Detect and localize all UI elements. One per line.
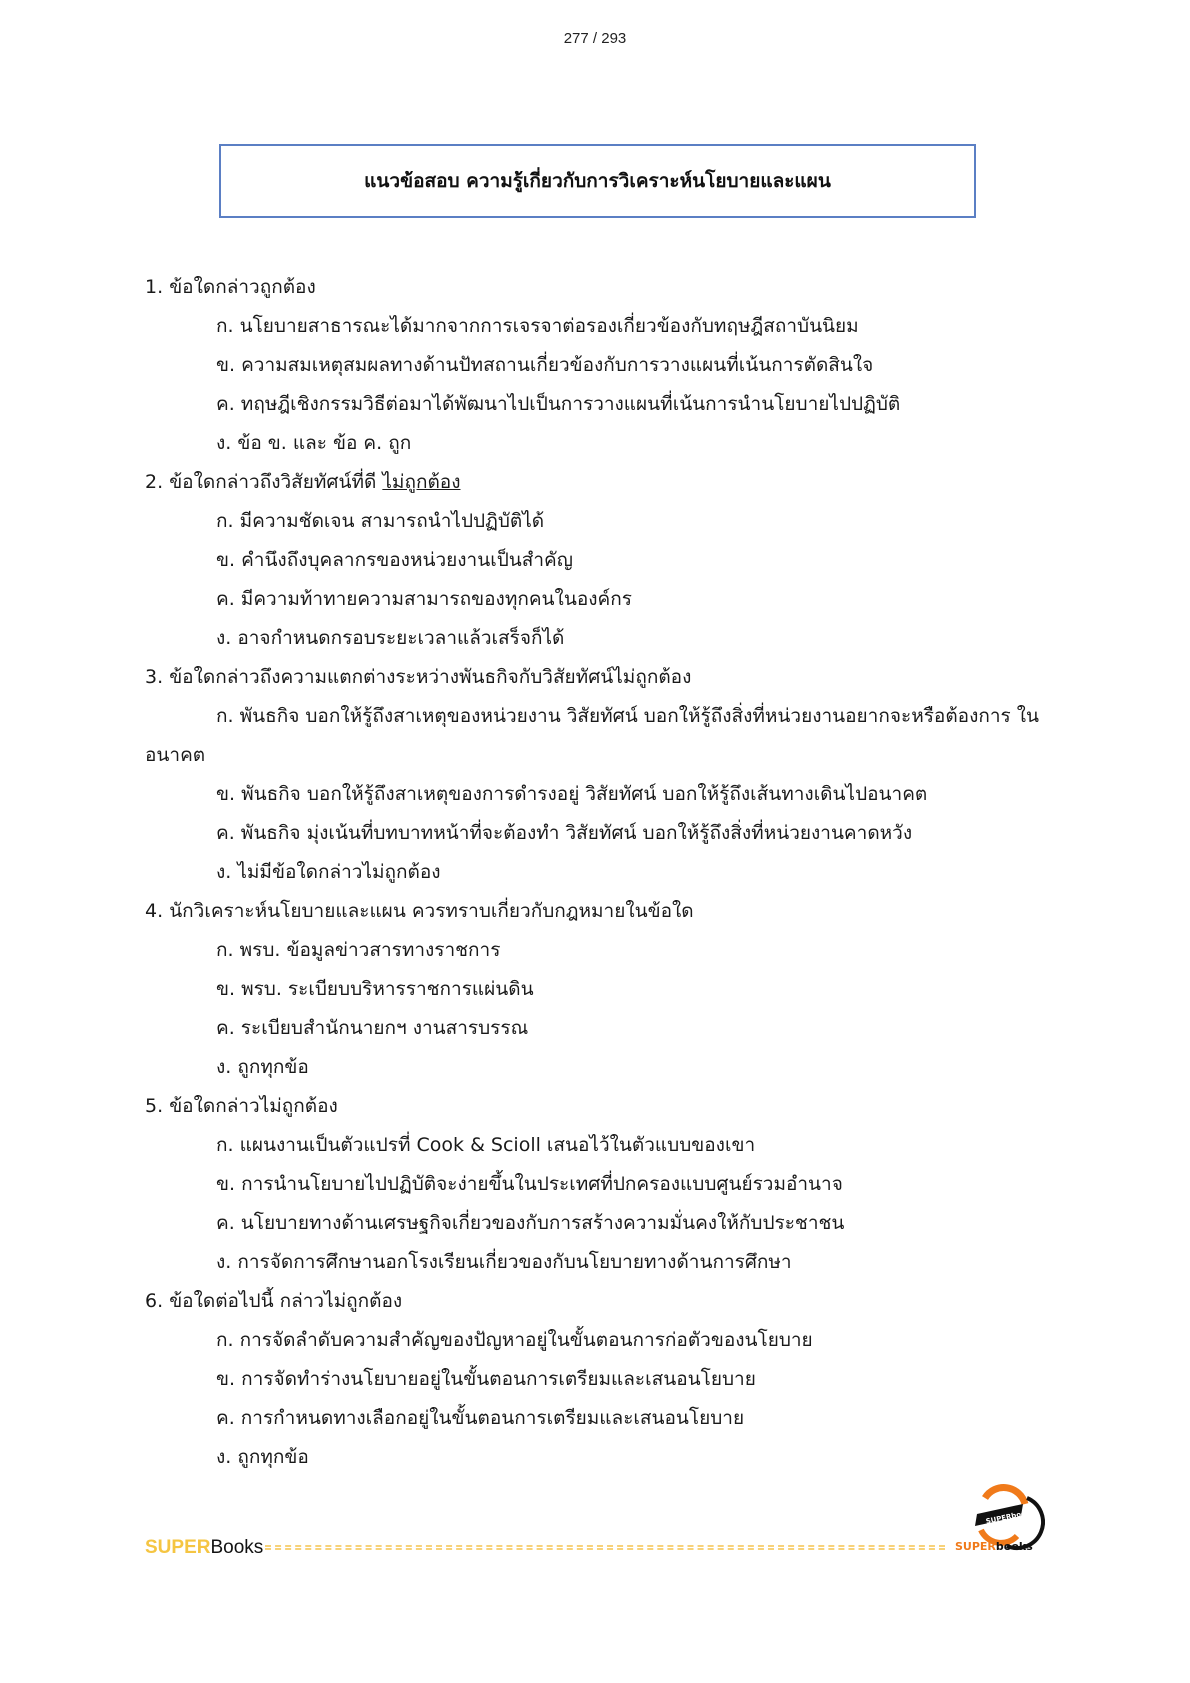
option-3b: ข. พันธกิจ บอกให้รู้ถึงสาเหตุของการดำรงอยู่ วิสัยทัศน์ บอกให้รู้ถึงเส้นทางเดินไปอนาคต <box>216 783 928 805</box>
logo-wordmark: SUPERbooks <box>955 1540 1033 1553</box>
option-2d: ง. อาจกำหนดกรอบระยะเวลาแล้วเสร็จก็ได้ <box>216 627 565 649</box>
option-5b: ข. การนำนโยบายไปปฏิบัติจะง่ายขึ้นในประเทศที่ปกครองแบบศูนย์รวมอำนาจ <box>216 1173 843 1195</box>
question-4: 4. นักวิเคราะห์นโยบายและแผน ควรทราบเกี่ยวกับกฎหมายในข้อใด <box>145 900 694 922</box>
option-3d: ง. ไม่มีข้อใดกล่าวไม่ถูกต้อง <box>216 861 441 883</box>
option-4d: ง. ถูกทุกข้อ <box>216 1056 309 1078</box>
page-number: 277 / 293 <box>563 30 627 47</box>
option-4c: ค. ระเบียบสำนักนายกฯ งานสารบรรณ <box>216 1017 529 1039</box>
option-5d: ง. การจัดการศึกษานอกโรงเรียนเกี่ยวของกับนโยบายทางด้านการศึกษา <box>216 1251 792 1273</box>
option-6b: ข. การจัดทำร่างนโยบายอยู่ในขั้นตอนการเตรียมและเสนอนโยบาย <box>216 1368 756 1390</box>
option-2a: ก. มีความชัดเจน สามารถนำไปปฏิบัติได้ <box>216 510 545 532</box>
footer-brand: SUPERBooks <box>145 1537 264 1558</box>
question-list <box>145 268 1065 1477</box>
option-4b: ข. พรบ. ระเบียบบริหารราชการแผ่นดิน <box>216 978 534 1000</box>
option-1b: ข. ความสมเหตุสมผลทางด้านปัทสถานเกี่ยวข้องกับการวางแผนที่เน้นการตัดสินใจ <box>216 354 874 376</box>
question-2: 2. ข้อใดกล่าวถึงวิสัยทัศน์ที่ดี ไม่ถูกต้อง <box>145 471 461 493</box>
title-box <box>219 144 976 218</box>
underlined-emphasis: ไม่ถูกต้อง <box>382 471 461 493</box>
option-3c: ค. พันธกิจ มุ่งเน้นที่บทบาทหน้าที่จะต้องทำ วิสัยทัศน์ บอกให้รู้ถึงสิ่งที่หน่วยงานคาดหวัง <box>216 822 913 844</box>
option-4a: ก. พรบ. ข้อมูลข่าวสารทางราชการ <box>216 939 501 961</box>
option-5c: ค. นโยบายทางด้านเศรษฐกิจเกี่ยวของกับการสร้างความมั่นคงให้กับประชาชน <box>216 1212 845 1234</box>
option-2c: ค. มีความท้าทายความสามารถของทุกคนในองค์กร <box>216 588 632 610</box>
page-title: แนวข้อสอบ ความรู้เกี่ยวกับการวิเคราะห์นโยบายและแผน <box>364 170 831 192</box>
question-5: 5. ข้อใดกล่าวไม่ถูกต้อง <box>145 1095 338 1117</box>
option-6d: ง. ถูกทุกข้อ <box>216 1446 309 1468</box>
option-6c: ค. การกำหนดทางเลือกอยู่ในขั้นตอนการเตรียมและเสนอนโยบาย <box>216 1407 745 1429</box>
option-5a: ก. แผนงานเป็นตัวแปรที่ Cook & Scioll เสนอไว้ในตัวแบบของเขา <box>216 1134 756 1156</box>
question-1: 1. ข้อใดกล่าวถูกต้อง <box>145 276 316 298</box>
option-1c: ค. ทฤษฎีเชิงกรรมวิธีต่อมาได้พัฒนาไปเป็นการวางแผนที่เน้นการนำนโยบายไปปฏิบัติ <box>216 393 901 415</box>
svg-text:SUPERbooks: SUPERbooks <box>985 1507 1036 1526</box>
question-3: 3. ข้อใดกล่าวถึงความแตกต่างระหว่างพันธกิจกับวิสัยทัศน์ไม่ถูกต้อง <box>145 666 692 688</box>
option-3a: ก. พันธกิจ บอกให้รู้ถึงสาเหตุของหน่วยงาน วิสัยทัศน์ บอกให้รู้ถึงสิ่งที่หน่วยงานอยากจะหรือต้องการ ในอนาคต <box>145 705 1040 766</box>
option-2b: ข. คำนึงถึงบุคลากรของหน่วยงานเป็นสำคัญ <box>216 549 573 571</box>
option-1d: ง. ข้อ ข. และ ข้อ ค. ถูก <box>216 432 412 454</box>
question-6: 6. ข้อใดต่อไปนี้ กล่าวไม่ถูกต้อง <box>145 1290 403 1312</box>
option-6a: ก. การจัดลำดับความสำคัญของปัญหาอยู่ในขั้นตอนการก่อตัวของนโยบาย <box>216 1329 813 1351</box>
footer-divider <box>265 1545 945 1550</box>
option-1a: ก. นโยบายสาธารณะได้มากจากการเจรจาต่อรองเกี่ยวข้องกับทฤษฎีสถาบันนิยม <box>216 315 859 337</box>
